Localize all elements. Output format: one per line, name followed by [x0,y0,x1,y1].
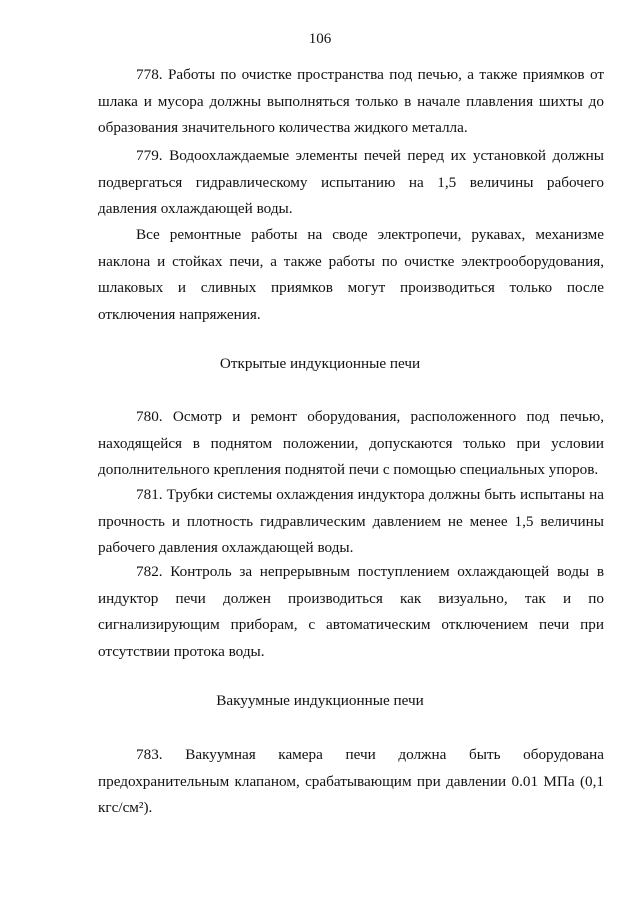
section-heading-open-induction-furnaces: Открытые индукционные печи [219,355,421,372]
paragraph-repair-works: Все ремонтные работы на своде электропечи, рукавах, механизме наклона и стойках печи, а также работы по очистке электрооборудования, шлаковых и сливных приямков могут производиться только после отключения напряжения. [98,226,604,323]
paragraph-779: 779. Водоохлаждаемые элементы печей перед их установкой должны подвергаться гидравлическому испытанию на 1,5 величины рабочего давления охлаждающей воды. [98,147,604,217]
paragraph-780: 780. Осмотр и ремонт оборудования, расположенного под печью, находящейся в поднятом положении, допускаются только при условии дополнительного крепления поднятой печи с помощью специальных упоров. [98,408,604,478]
paragraph-783: 783. Вакуумная камера печи должна быть оборудована предохранительным клапаном, срабатывающим при давлении 0.01 МПа (0,1 кгс/см²). [98,746,604,816]
paragraph-781: 781. Трубки системы охлаждения индуктора должны быть испытаны на прочность и плотность гидравлическим давлением не менее 1,5 величины рабочего давления охлаждающей воды. [98,486,604,556]
paragraph-778: 778. Работы по очистке пространства под печью, а также приямков от шлака и мусора должны выполняться только в начале плавления шихты до образования значительного количества жидкого металла. [98,66,604,136]
paragraph-782: 782. Контроль за непрерывным поступлением охлаждающей воды в индуктор печи должен производиться как визуально, так и по сигнализирующим приборам, с автоматическим отключением печи при отсутствии протока воды. [98,563,604,660]
section-heading-vacuum-induction-furnaces: Вакуумные индукционные печи [216,692,424,709]
page-number: 106 [308,31,332,47]
